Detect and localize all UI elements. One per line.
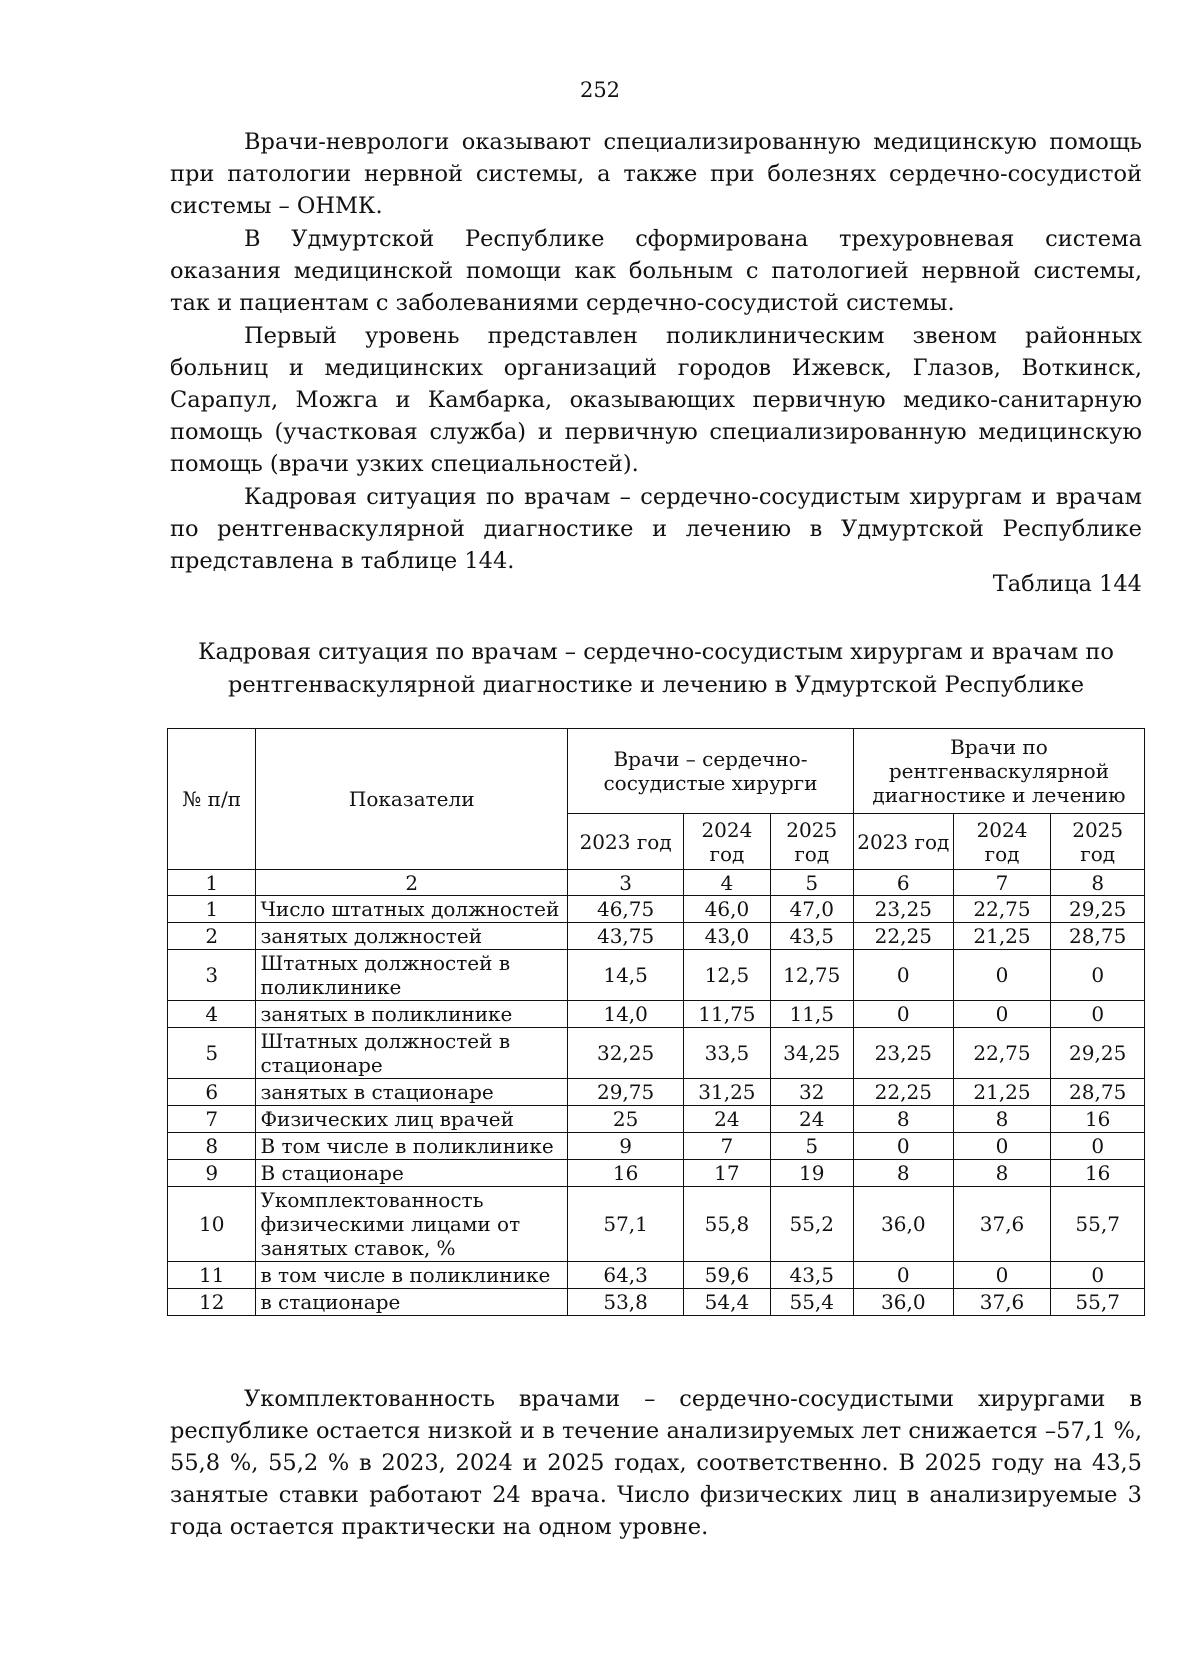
row-value: 16 <box>1051 1160 1145 1187</box>
staffing-table <box>167 728 1145 1316</box>
row-value: 0 <box>853 1262 953 1289</box>
paragraph: Врачи-неврологи оказывают специализированную медицинскую помощь при патологии нервной системы, а также при болезнях сердечно-сосудистой системы – ОНМК. <box>170 129 1142 219</box>
table-caption: Кадровая ситуация по врачам – сердечно-сосудистым хирургам и врачам по рентгенваскулярной диагностике и лечению в Удмуртской Республике <box>198 639 1114 698</box>
header-number: № п/п <box>168 729 256 870</box>
row-value: 22,25 <box>853 1079 953 1106</box>
row-number: 10 <box>168 1187 256 1262</box>
row-number: 4 <box>168 1001 256 1028</box>
row-value: 8 <box>953 1106 1051 1133</box>
header-year: 2023 год <box>568 814 684 870</box>
row-value: 16 <box>568 1160 684 1187</box>
row-value: 29,75 <box>568 1079 684 1106</box>
row-value: 55,7 <box>1051 1187 1145 1262</box>
row-value: 21,25 <box>953 923 1051 950</box>
row-label: занятых в стационаре <box>256 1079 568 1106</box>
row-value: 55,2 <box>770 1187 853 1262</box>
row-value: 0 <box>853 950 953 1001</box>
header-group-surgeons: Врачи – сердечно-сосудистые хирурги <box>568 729 854 814</box>
header-year: 2023 год <box>853 814 953 870</box>
row-number: 1 <box>168 896 256 923</box>
row-value: 36,0 <box>853 1289 953 1316</box>
row-value: 22,75 <box>953 896 1051 923</box>
row-value: 28,75 <box>1051 923 1145 950</box>
row-number: 7 <box>168 1106 256 1133</box>
row-value: 16 <box>1051 1106 1145 1133</box>
row-value: 28,75 <box>1051 1079 1145 1106</box>
row-value: 34,25 <box>770 1028 853 1079</box>
row-label: Штатных должностей в поликлинике <box>256 950 568 1001</box>
column-number: 3 <box>568 870 684 896</box>
row-value: 8 <box>853 1106 953 1133</box>
header-year: 2025 год <box>770 814 853 870</box>
row-value: 43,75 <box>568 923 684 950</box>
header-group-xray: Врачи по рентгенваскулярной диагностике и лечению <box>853 729 1144 814</box>
row-value: 8 <box>953 1160 1051 1187</box>
row-value: 7 <box>684 1133 770 1160</box>
row-value: 0 <box>953 1133 1051 1160</box>
column-number: 5 <box>770 870 853 896</box>
row-value: 12,5 <box>684 950 770 1001</box>
row-label: Укомплектованность физическими лицами от занятых ставок, % <box>256 1187 568 1262</box>
row-value: 43,5 <box>770 1262 853 1289</box>
table-number: Таблица 144 <box>992 571 1142 597</box>
paragraph: В Удмуртской Республике сформирована трехуровневая система оказания медицинской помощи как больным с патологией нервной системы, так и пациентам с заболеваниями сердечно-сосудистой системы. <box>170 226 1142 316</box>
table-row <box>168 896 1145 923</box>
row-value: 37,6 <box>953 1187 1051 1262</box>
row-value: 14,5 <box>568 950 684 1001</box>
row-label: в том числе в поликлинике <box>256 1262 568 1289</box>
column-number: 8 <box>1051 870 1145 896</box>
table-row <box>168 1079 1145 1106</box>
row-value: 53,8 <box>568 1289 684 1316</box>
row-value: 57,1 <box>568 1187 684 1262</box>
column-number: 4 <box>684 870 770 896</box>
header-year: 2025 год <box>1051 814 1145 870</box>
column-number: 6 <box>853 870 953 896</box>
row-value: 32 <box>770 1079 853 1106</box>
row-value: 36,0 <box>853 1187 953 1262</box>
row-value: 8 <box>853 1160 953 1187</box>
row-value: 0 <box>953 1001 1051 1028</box>
row-number: 6 <box>168 1079 256 1106</box>
row-value: 23,25 <box>853 896 953 923</box>
row-value: 0 <box>1051 1133 1145 1160</box>
row-value: 55,4 <box>770 1289 853 1316</box>
table-row <box>168 1160 1145 1187</box>
table-row <box>168 1289 1145 1316</box>
table-row <box>168 1001 1145 1028</box>
row-value: 29,25 <box>1051 1028 1145 1079</box>
row-value: 11,75 <box>684 1001 770 1028</box>
row-value: 14,0 <box>568 1001 684 1028</box>
table-row <box>168 1262 1145 1289</box>
row-value: 37,6 <box>953 1289 1051 1316</box>
row-number: 3 <box>168 950 256 1001</box>
row-value: 43,0 <box>684 923 770 950</box>
row-value: 46,0 <box>684 896 770 923</box>
row-value: 9 <box>568 1133 684 1160</box>
table-row <box>168 923 1145 950</box>
row-value: 43,5 <box>770 923 853 950</box>
row-value: 0 <box>1051 1001 1145 1028</box>
row-label: занятых должностей <box>256 923 568 950</box>
row-value: 24 <box>770 1106 853 1133</box>
row-number: 8 <box>168 1133 256 1160</box>
row-value: 19 <box>770 1160 853 1187</box>
row-value: 23,25 <box>853 1028 953 1079</box>
row-label: В том числе в поликлинике <box>256 1133 568 1160</box>
table-row <box>168 1028 1145 1079</box>
row-value: 55,8 <box>684 1187 770 1262</box>
row-value: 24 <box>684 1106 770 1133</box>
row-value: 46,75 <box>568 896 684 923</box>
row-number: 9 <box>168 1160 256 1187</box>
header-indicator: Показатели <box>256 729 568 870</box>
row-label: занятых в поликлинике <box>256 1001 568 1028</box>
row-value: 0 <box>953 1262 1051 1289</box>
header-year: 2024 год <box>684 814 770 870</box>
row-label: Число штатных должностей <box>256 896 568 923</box>
row-value: 22,75 <box>953 1028 1051 1079</box>
row-label: Штатных должностей в стационаре <box>256 1028 568 1079</box>
header-year: 2024 год <box>953 814 1051 870</box>
row-value: 59,6 <box>684 1262 770 1289</box>
row-number: 2 <box>168 923 256 950</box>
column-number: 2 <box>256 870 568 896</box>
row-value: 21,25 <box>953 1079 1051 1106</box>
row-value: 0 <box>1051 950 1145 1001</box>
row-value: 22,25 <box>853 923 953 950</box>
row-label: В стационаре <box>256 1160 568 1187</box>
page-number: 252 <box>579 78 621 102</box>
paragraph: Первый уровень представлен поликлиническим звеном районных больниц и медицинских организаций городов Ижевск, Глазов, Воткинск, Сарапул, Можга и Камбарка, оказывающих первичную медико-санитарную помощь (участковая служба) и первичную специализированную медицинскую помощь (врачи узких специальностей). <box>170 323 1142 477</box>
row-value: 0 <box>853 1001 953 1028</box>
row-value: 33,5 <box>684 1028 770 1079</box>
row-value: 32,25 <box>568 1028 684 1079</box>
row-value: 0 <box>953 950 1051 1001</box>
table-row <box>168 1187 1145 1262</box>
row-value: 11,5 <box>770 1001 853 1028</box>
row-value: 12,75 <box>770 950 853 1001</box>
row-number: 11 <box>168 1262 256 1289</box>
row-value: 54,4 <box>684 1289 770 1316</box>
row-number: 5 <box>168 1028 256 1079</box>
row-value: 17 <box>684 1160 770 1187</box>
row-value: 64,3 <box>568 1262 684 1289</box>
paragraph: Укомплектованность врачами – сердечно-сосудистыми хирургами в республике остается низкой и в течение анализируемых лет снижается –57,1 %, 55,8 %, 55,2 % в 2023, 2024 и 2025 годах, соответственно. В 2025 году на 43,5 занятые ставки работают 24 врача. Число физических лиц в анализируемые 3 года остается практически на одном уровне. <box>170 1386 1142 1540</box>
row-number: 12 <box>168 1289 256 1316</box>
table-row <box>168 1133 1145 1160</box>
column-number: 1 <box>168 870 256 896</box>
paragraph: Кадровая ситуация по врачам – сердечно-сосудистым хирургам и врачам по рентгенваскулярной диагностике и лечению в Удмуртской Республике представлена в таблице 144. <box>170 484 1142 574</box>
row-value: 29,25 <box>1051 896 1145 923</box>
table-row <box>168 1106 1145 1133</box>
column-number-row <box>168 870 1145 896</box>
row-value: 55,7 <box>1051 1289 1145 1316</box>
row-label: Физических лиц врачей <box>256 1106 568 1133</box>
row-value: 25 <box>568 1106 684 1133</box>
column-number: 7 <box>953 870 1051 896</box>
row-value: 5 <box>770 1133 853 1160</box>
row-label: в стационаре <box>256 1289 568 1316</box>
row-value: 0 <box>1051 1262 1145 1289</box>
row-value: 31,25 <box>684 1079 770 1106</box>
table-row <box>168 950 1145 1001</box>
intro-text <box>170 126 1142 578</box>
row-value: 47,0 <box>770 896 853 923</box>
row-value: 0 <box>853 1133 953 1160</box>
conclusion-text <box>170 1383 1142 1543</box>
